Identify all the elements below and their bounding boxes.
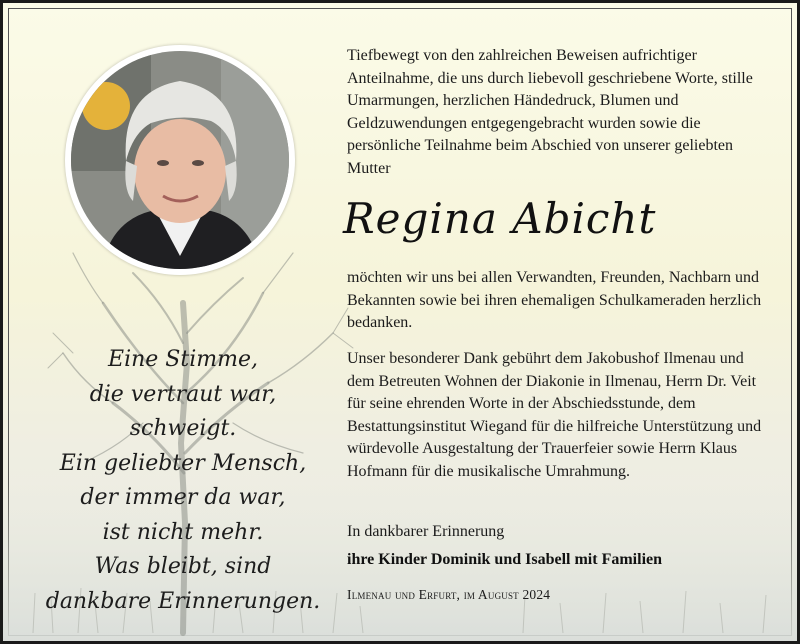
memorial-poem — [43, 343, 323, 619]
poem-line: ist nicht mehr. — [102, 519, 264, 545]
poem-line: Eine Stimme, — [108, 347, 258, 372]
poem-line: der immer da war, — [80, 485, 286, 510]
thanks-paragraph: möchten wir uns bei allen Verwandten, Freunden, Nachbarn und Bekannten sowie bei ihren ehemaligen Schulkameraden herzlich bedanken. — [347, 269, 762, 331]
portrait-photo — [65, 45, 295, 275]
deceased-name: Regina Abicht — [343, 194, 657, 243]
poem-line: schweigt. — [129, 416, 237, 441]
portrait-image — [71, 51, 289, 269]
poem-line: Was bleibt, sind — [94, 554, 272, 579]
closing-line: In dankbarer Erinnerung — [347, 523, 505, 540]
poem-line: die vertraut war, — [89, 381, 277, 407]
poem-line: Ein geliebter Mensch, — [59, 450, 307, 476]
poem-line: dankbare Erinnerungen. — [45, 588, 321, 614]
intro-paragraph: Tiefbewegt von den zahlreichen Beweisen aufrichtiger Anteilnahme, die uns durch liebevoll geschriebene Worte, stille Umarmungen, herzlichen Händedruck, Blumen und Geldzuwendungen entgegengebracht wurden sowie die persönliche Teilnahme beim Abschied von unserer geliebten Mutter — [347, 47, 753, 177]
place-date: Ilmenau und Erfurt, im August 2024 — [347, 587, 551, 602]
family-signature: ihre Kinder Dominik und Isabell mit Familien — [347, 551, 663, 568]
special-thanks-paragraph: Unser besonderer Dank gebührt dem Jakobushof Ilmenau und dem Betreuten Wohnen der Diakonie in Ilmenau, Herrn Dr. Veit für seine ehrenden Worte in der Abschiedsstunde, dem Bestattungsinstitut Wiegand für die hilfreiche Unterstützung und würdevolle Ausgestaltung der Trauerfeier sowie Herrn Klaus Hofmann für die musikalische Umrahmung. — [347, 350, 762, 480]
